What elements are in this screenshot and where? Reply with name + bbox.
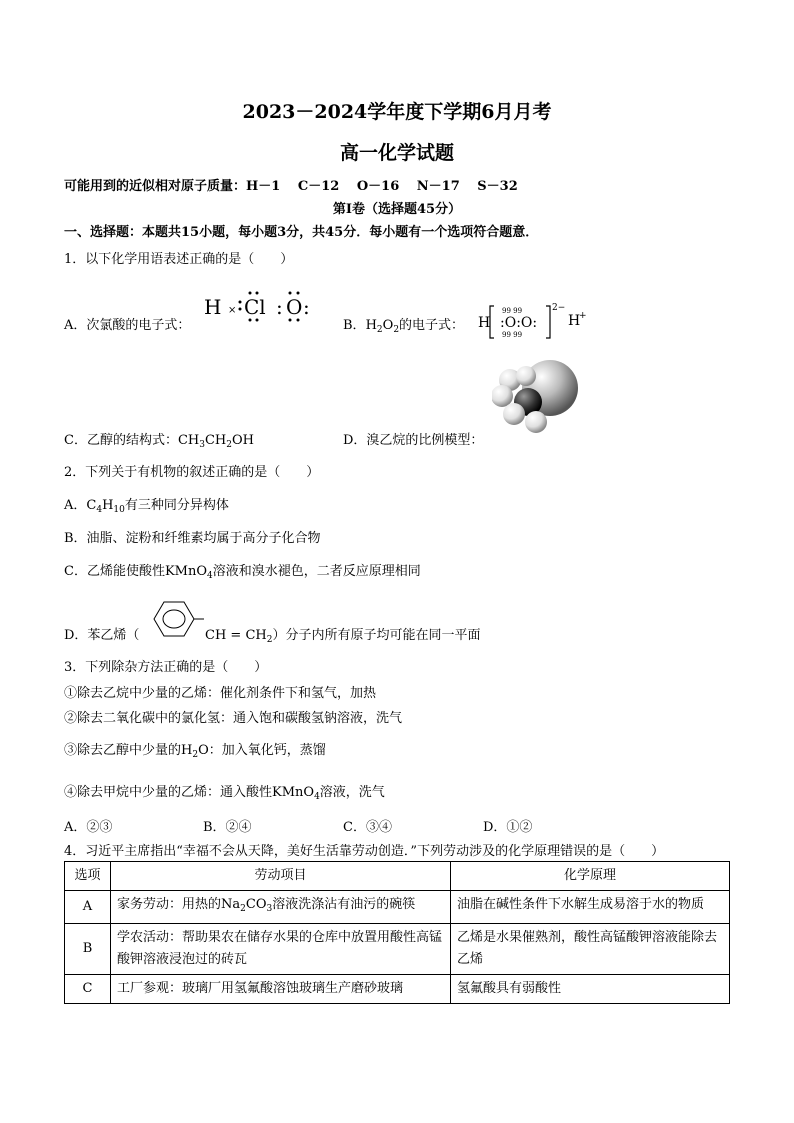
q3-item-2: ②除去二氧化碳中的氯化氢：通入饱和碳酸氢钠溶液，洗气 — [64, 711, 403, 726]
q3-i3-pre: ③除去乙醇中少量的H — [64, 743, 193, 758]
q1-b-h: H — [365, 318, 377, 333]
svg-text:H: H — [204, 295, 222, 319]
benzene-ring-structure — [146, 596, 206, 642]
q2-d-pre: D．苯乙烯（ — [64, 628, 140, 643]
row-a-principle: 油脂在碱性条件下水解生成易溶于水的物质 — [451, 891, 730, 924]
q2-a-post: 有三种同分异构体 — [124, 498, 229, 513]
row-b-task: 学农活动：帮助果农在储存水果的仓库中放置用酸性高锰酸钾溶液浸泡过的砖瓦 — [111, 924, 451, 975]
q1-option-b-label — [343, 314, 464, 335]
svg-text:Cl: Cl — [244, 295, 266, 319]
q2-stem: 2．下列关于有机物的叙述正确的是（ ） — [64, 465, 320, 480]
part-title: 第Ⅰ卷（选择题45分） — [332, 202, 462, 217]
q1-c-sub2: 2 — [226, 440, 232, 450]
q3-option-d: D．①② — [483, 820, 533, 835]
q1-option-d-space-filling-model — [492, 358, 584, 438]
row-a-task-sub2: 3 — [266, 904, 273, 914]
svg-text:+: + — [579, 311, 587, 321]
row-a-task-post: 溶液洗涤沾有油污的碗筷 — [272, 897, 416, 912]
row-b-principle: 乙烯是水果催熟剂，酸性高锰酸钾溶液能除去乙烯 — [451, 924, 730, 975]
q1-option-a-label: A．次氯酸的电子式： — [64, 318, 191, 333]
svg-text:H: H — [478, 315, 491, 331]
q2-c-sub4: 4 — [207, 571, 213, 581]
q3-item-1: ①除去乙烷中少量的乙烯：催化剂条件下和氢气，加热 — [64, 686, 377, 701]
q1-option-d-label: D．溴乙烷的比例模型： — [343, 433, 484, 448]
row-c-task: 工厂参观：玻璃厂用氢氟酸溶蚀玻璃生产磨砂玻璃 — [111, 975, 451, 1004]
q1-option-c — [64, 429, 254, 450]
atomic-mass-line — [64, 175, 518, 194]
svg-text:O: O — [286, 295, 303, 319]
q2-c-pre: C．乙烯能使酸性KMnO — [64, 564, 208, 579]
q1-option-a-electron-formula — [202, 287, 322, 327]
q1-b-o: O — [382, 318, 394, 333]
q2-a-h: H — [102, 498, 114, 513]
q1-b-sub1: 2 — [376, 325, 383, 335]
atomic-mass-values: H－1 C－12 O－16 N－17 S－32 — [246, 179, 518, 194]
table-header-row — [65, 862, 730, 891]
q2-a-sub4: 4 — [96, 505, 103, 515]
q1-option-b-electron-formula — [478, 300, 588, 342]
svg-text:2−: 2− — [552, 303, 566, 313]
q2-d-sub2: 2 — [266, 635, 273, 645]
svg-text:×: × — [228, 305, 237, 316]
q2-option-d — [64, 624, 139, 643]
q3-stem: 3．下列除杂方法正确的是（ ） — [64, 660, 268, 675]
row-c-principle: 氢氟酸具有弱酸性 — [451, 975, 730, 1004]
q1-b-suffix: 的电子式： — [399, 318, 465, 333]
exam-title: 2023－2024学年度下学期6月月考 — [242, 101, 552, 123]
row-a-code: A — [65, 891, 111, 924]
q3-i4-post: 溶液，洗气 — [319, 785, 385, 800]
svg-text::: : — [303, 295, 310, 319]
q1-c-mid: CH — [204, 433, 227, 448]
q4-stem: 4．习近平主席指出“幸福不会从天降，美好生活靠劳动创造．”下列劳动涉及的化学原理错误的是（ ） — [64, 844, 665, 859]
q4-table — [64, 861, 730, 1004]
q3-i4-sub: 4 — [314, 792, 320, 802]
q1-b-sub2: 2 — [393, 325, 400, 335]
q3-i4-pre: ④除去甲烷中少量的乙烯：通入酸性KMnO — [64, 785, 315, 800]
q1-b-prefix: B． — [343, 318, 366, 333]
q2-option-c — [64, 560, 421, 581]
table-row — [65, 891, 730, 924]
q2-d-group: CH = CH — [205, 628, 267, 643]
atomic-mass-label: 可能用到的近似相对原子质量： — [64, 179, 247, 194]
q1-c-end: OH — [232, 433, 254, 448]
q2-option-d-rest — [205, 624, 480, 645]
q3-option-b: B．②④ — [203, 820, 252, 835]
svg-text:H: H — [568, 313, 581, 329]
q2-a-pre: A．C — [64, 498, 97, 513]
header-task: 劳动项目 — [111, 862, 451, 891]
q2-d-post: ）分子内所有原子均可能在同一平面 — [272, 628, 481, 643]
q3-i3-sub: 2 — [192, 750, 199, 760]
row-a-task-mid: CO — [245, 897, 267, 912]
row-c-code: C — [65, 975, 111, 1004]
table-row — [65, 924, 730, 975]
q3-item-3 — [64, 739, 326, 760]
section-title: 一、选择题：本题共15小题，每小题3分，共45分．每小题有一个选项符合题意． — [64, 225, 539, 240]
row-b-code: B — [65, 924, 111, 975]
svg-text::: : — [276, 295, 283, 319]
header-option: 选项 — [65, 862, 111, 891]
svg-text:99 99: 99 99 — [502, 307, 523, 315]
table-row — [65, 975, 730, 1004]
row-a-task — [111, 891, 451, 924]
q1-c-sub3: 3 — [199, 440, 205, 450]
exam-subtitle: 高一化学试题 — [339, 142, 454, 164]
row-a-task-pre: 家务劳动：用热的Na — [117, 897, 241, 912]
q3-option-c: C．③④ — [343, 820, 392, 835]
svg-text:99 99: 99 99 — [502, 331, 523, 339]
q3-item-4 — [64, 781, 385, 802]
q2-option-a — [64, 494, 229, 515]
q2-option-b: B．油脂、淀粉和纤维素均属于高分子化合物 — [64, 531, 321, 546]
header-principle: 化学原理 — [451, 862, 730, 891]
svg-text::O:O:: :O:O: — [500, 315, 538, 331]
q2-a-sub10: 10 — [113, 505, 125, 515]
q1-stem: 1．以下化学用语表述正确的是（ ） — [64, 252, 294, 267]
q3-i3-post: O：加入氧化钙，蒸馏 — [198, 743, 326, 758]
q2-c-post: 溶液和溴水褪色，二者反应原理相同 — [212, 564, 421, 579]
q3-option-a: A．②③ — [64, 820, 113, 835]
row-a-task-sub1: 2 — [240, 904, 246, 914]
q1-c-label: C．乙醇的结构式：CH — [64, 433, 200, 448]
